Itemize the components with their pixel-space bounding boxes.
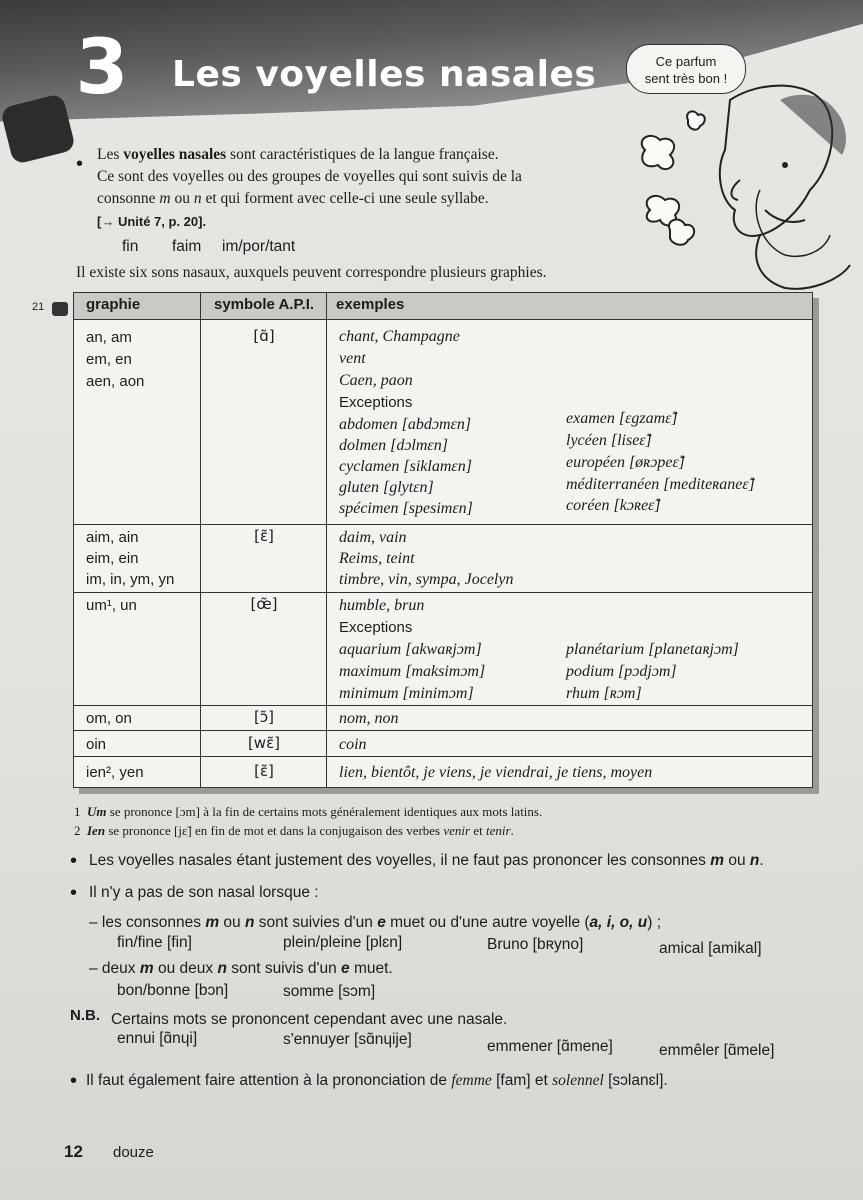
row4-symbol: [ɔ̃] [254,708,274,726]
rule-3: Il faut également faire attention à la prononciation de femme [fam] et solennel [sɔlanɛl]. [86,1072,668,1089]
row1-graphie-1: an, am [86,329,132,346]
row1-exception-right: examen [ɛgzamɛ̃] [566,410,678,427]
example-ennui: ennui [ɑ̃nɥi] [117,1030,198,1047]
row1-example-3: Caen, paon [339,372,413,389]
table-header [74,293,812,320]
nasal-vowels-table [73,292,813,788]
unit-reference-link[interactable]: [→ Unité 7, p. 20]. [97,214,207,229]
column-divider [200,293,201,787]
example-important: im/por/tant [222,238,296,255]
example-faim: faim [172,238,202,255]
header-graphie: graphie [86,296,141,313]
rule-2b: – deux m ou deux n sont suivis d'un e muet. [89,960,393,977]
example-fin: fin [122,238,139,255]
row2-symbol: [ɛ̃] [254,527,274,545]
row3-exceptions-label: Exceptions [339,619,413,636]
example-fin-fine: fin/fine [fin] [117,934,192,951]
row1-graphie-3: aen, aon [86,373,145,390]
bubble-line-1: Ce parfum [655,54,717,69]
row2-graphie-2: eim, ein [86,550,139,567]
row1-symbol: [ɑ̃] [253,327,275,345]
chapter-number: 3 [75,22,129,111]
row1-exception-left: spécimen [spesimɛn] [339,500,473,517]
row3-example-1: humble, brun [339,597,425,614]
row6-graphie: ien², yen [86,764,144,781]
page-number: 12 [64,1142,83,1161]
row1-example-1: chant, Champagne [339,328,460,345]
rule-1: Les voyelles nasales étant justement des voyelles, il ne faut pas prononcer les consonnes m ou n. [89,852,764,869]
example-emmeler: emmêler [ɑ̃mele] [659,1042,775,1059]
row1-exception-left: abdomen [abdɔmɛn] [339,416,472,433]
row2-example-3: timbre, vin, sympa, Jocelyn [339,571,514,588]
row1-exception-right: européen [øʀɔpeɛ̃] [566,454,686,471]
audio-track-number: 21 [32,301,45,313]
intro-line-3: consonne m ou n et qui forment avec celle-ci une seule syllabe. [97,190,489,207]
bullet-marker: • [70,1070,78,1092]
example-bon-bonne: bon/bonne [bɔn] [117,982,229,999]
bullet-marker: • [70,882,78,904]
row1-graphie-2: em, en [86,351,132,368]
rule-2a: – les consonnes m ou n sont suivies d'un e muet ou d'une autre voyelle (a, i, o, u) ; [89,914,662,931]
rule-2: Il n'y a pas de son nasal lorsque : [89,884,319,901]
column-divider [326,293,327,787]
row3-graphie: um¹, un [86,597,137,614]
row2-graphie-3: im, in, ym, yn [86,571,175,588]
row-divider [74,705,812,706]
example-sennuyer: s'ennuyer [sɑ̃nɥije] [283,1031,412,1048]
row3-exception-right: planétarium [planetaʀjɔm] [566,641,739,658]
row1-exception-left: gluten [glytɛn] [339,479,434,496]
row3-exception-left: maximum [maksimɔm] [339,663,486,680]
row2-example-1: daim, vain [339,529,407,546]
footnote-1: 1 Um se prononce [ɔm] à la fin de certains mots généralement identiques aux mots latins. [74,804,543,819]
row1-exception-right: méditerranéen [mediteʀaneɛ̃] [566,476,755,493]
header-symbole: symbole A.P.I. [214,296,315,313]
row1-exception-right: lycéen [liseɛ̃] [566,432,652,449]
row3-symbol: [œ̃] [250,595,278,613]
intro-line-1: Les voyelles nasales sont caractéristiques de la langue française. [97,146,499,163]
page-word: douze [113,1144,154,1161]
example-plein-pleine: plein/pleine [plɛn] [283,934,403,951]
row6-example: lien, bientôt, je viens, je viendrai, je tiens, moyen [339,764,653,781]
row5-symbol: [wɛ̃] [247,734,281,752]
row5-example: coin [339,736,367,753]
example-somme: somme [sɔm] [283,983,376,1000]
row-divider [74,592,812,593]
row5-graphie: oin [86,736,107,753]
chapter-title: Les voyelles nasales [172,54,597,95]
example-bruno: Bruno [bʀyno] [487,936,584,953]
speech-bubble [626,44,746,94]
perfume-woman-illustration [610,60,860,290]
nb-label: N.B. [70,1007,100,1024]
intro-line-2: Ce sont des voyelles ou des groupes de voyelles qui sont suivis de la [97,168,522,185]
example-emmener: emmener [ɑ̃mene] [487,1038,613,1055]
row4-graphie: om, on [86,710,132,727]
row-divider [74,756,812,757]
row3-exception-left: aquarium [akwaʀjɔm] [339,641,482,658]
row3-exception-right: rhum [ʀɔm] [566,685,642,702]
bullet-marker: • [76,153,84,175]
row1-exception-left: dolmen [dɔlmɛn] [339,437,448,454]
nb-text: Certains mots se prononcent cependant avec une nasale. [111,1011,508,1028]
bullet-marker: • [70,850,78,872]
footnote-2: 2 Ien se prononce [jɛ̃] en fin de mot et dans la conjugaison des verbes venir et tenir. [74,823,514,838]
row6-symbol: [ɛ̃] [254,762,274,780]
example-amical: amical [amikal] [659,940,762,957]
header-exemples: exemples [336,296,405,313]
row1-exception-left: cyclamen [siklamɛn] [339,458,472,475]
row2-graphie-1: aim, ain [86,529,139,546]
row3-exception-left: minimum [minimɔm] [339,685,474,702]
row4-example: nom, non [339,710,399,727]
audio-play-icon[interactable] [52,302,68,316]
row2-example-2: Reims, teint [339,550,415,567]
row1-example-2: vent [339,350,366,367]
row1-exception-right: coréen [kɔʀeɛ̃] [566,497,661,514]
row-divider [74,524,812,525]
row-divider [74,730,812,731]
bubble-line-2: sent très bon ! [644,71,728,86]
row1-exceptions-label: Exceptions [339,394,413,411]
row3-exception-right: podium [pɔdjɔm] [566,663,677,680]
six-sounds-text: Il existe six sons nasaux, auxquels peuvent correspondre plusieurs graphies. [76,264,547,281]
